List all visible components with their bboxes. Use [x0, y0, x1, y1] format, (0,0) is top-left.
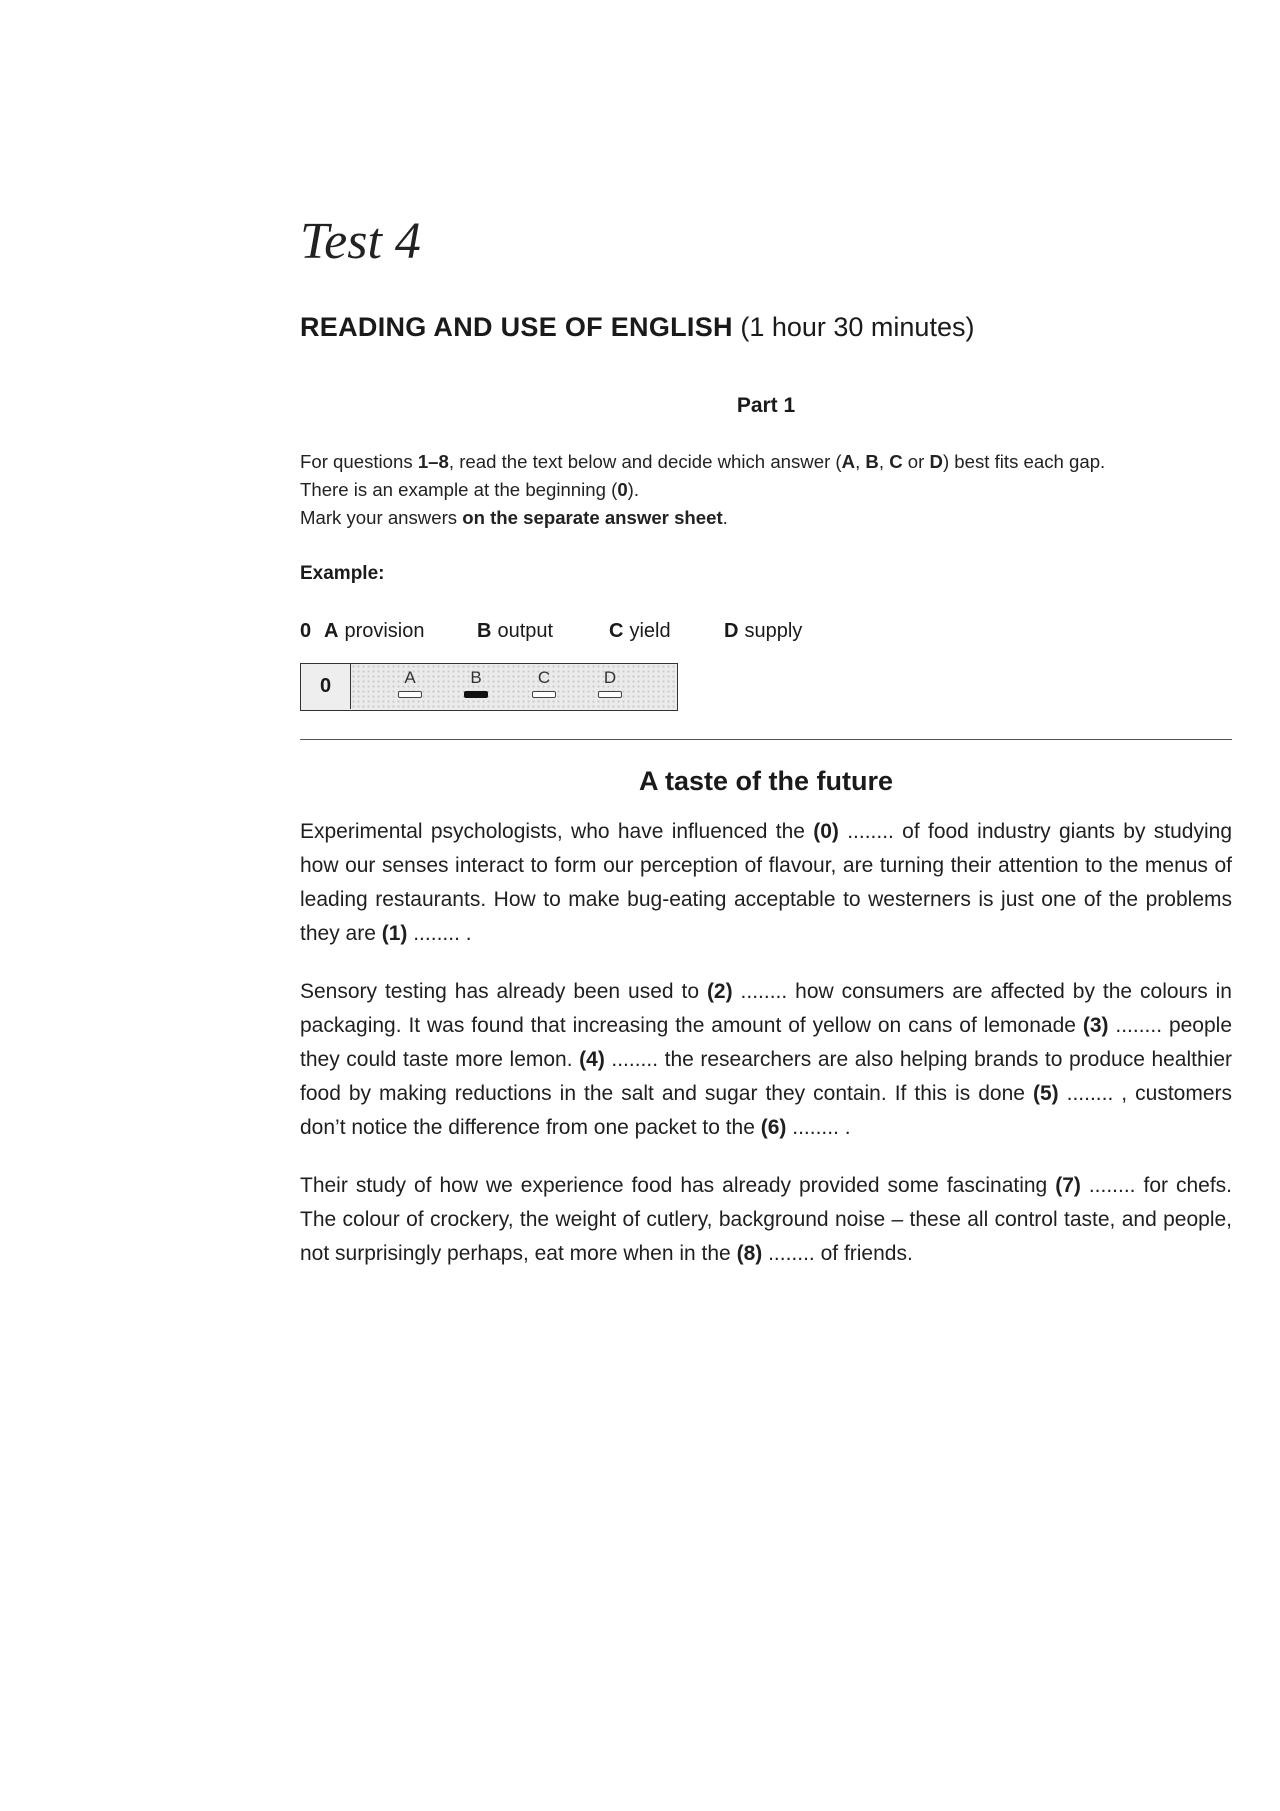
option-letter: A — [841, 451, 856, 472]
bubble-letter: D — [603, 668, 617, 687]
bubble-letter: B — [470, 668, 482, 687]
section-divider — [300, 739, 1232, 740]
answer-bubble-d[interactable] — [595, 668, 625, 698]
passage-text: ........ the researchers are also helping brands to produce healthier food by making reductions in the salt and sugar they contain. If this is done — [300, 1048, 1232, 1105]
gap-7: (7) — [1055, 1174, 1081, 1197]
bubble-mark — [398, 691, 422, 698]
instr-text: , — [878, 451, 890, 472]
bubble-mark-selected — [464, 691, 488, 698]
passage-text: Experimental psychologists, who have influenced the — [300, 820, 814, 843]
passage-text: ........ of food industry giants by studying how our senses interact to form our perception of flavour, are turning their attention to the menus of leading restaurants. How to make bug-eating acceptable to westerners is just one of the problems they are — [300, 820, 1233, 945]
gap-0: (0) — [813, 820, 839, 843]
instr-text: ). — [627, 479, 640, 500]
paper-name: READING AND USE OF ENGLISH — [300, 312, 733, 342]
example-option-a — [324, 617, 425, 645]
example-number-ref: 0 — [617, 479, 628, 500]
gap-5: (5) — [1032, 1082, 1059, 1105]
gap-1: (1) — [381, 922, 408, 945]
passage-paragraph-2 — [300, 975, 1232, 1145]
passage-text: ........ for chefs. The colour of crockery, the weight of cutlery, background noise – these all control taste, and people, not surprisingly perhaps, eat more when in the — [300, 1174, 1232, 1265]
paper-duration: (1 hour 30 minutes) — [740, 312, 975, 342]
gap-2: (2) — [706, 980, 733, 1003]
answer-bubble-b[interactable] — [461, 668, 491, 698]
option-letter: D — [929, 451, 943, 472]
example-number: 0 — [300, 620, 312, 642]
bubble-mark — [532, 691, 556, 698]
bubble-letter: C — [537, 668, 551, 687]
option-text: provision — [344, 620, 425, 642]
passage-text: ........ how consumers are affected by the colours in packaging. It was found that increasing the amount of yellow on cans of lemonade — [300, 980, 1232, 1037]
bubble-mark — [598, 691, 622, 698]
question-range: 1–8 — [417, 451, 449, 472]
passage-text: ........ . — [407, 922, 472, 945]
passage-text: Their study of how we experience food has already provided some fascinating — [300, 1174, 1056, 1197]
option-text: output — [497, 620, 554, 642]
reading-passage — [300, 815, 1232, 1295]
answer-sheet-note: on the separate answer sheet — [462, 507, 723, 528]
instr-text: Mark your answers — [300, 507, 463, 528]
example-option-c — [609, 617, 671, 645]
instr-text: ) best fits each gap. — [942, 451, 1106, 472]
instr-text: or — [902, 451, 930, 472]
option-text: supply — [744, 620, 803, 642]
paper-heading — [300, 310, 974, 344]
test-title: Test 4 — [300, 213, 421, 270]
example-option-b — [477, 617, 553, 645]
option-letter: D — [724, 620, 739, 642]
passage-paragraph-1 — [300, 815, 1232, 951]
instructions-line-1 — [300, 448, 1232, 476]
option-letter: B — [477, 620, 492, 642]
bubble-letter: A — [404, 668, 416, 687]
gap-3: (3) — [1082, 1014, 1109, 1037]
example-options — [300, 617, 1232, 645]
instr-text: , — [855, 451, 866, 472]
part-title: Part 1 — [736, 394, 796, 417]
instructions-line-2 — [300, 476, 1232, 504]
passage-text: ........ . — [786, 1116, 851, 1139]
instructions — [300, 448, 1232, 532]
instr-text: , read the text below and decide which answer ( — [448, 451, 842, 472]
option-letter: C — [609, 620, 624, 642]
gap-6: (6) — [760, 1116, 787, 1139]
answer-sheet-number: 0 — [301, 664, 351, 709]
answer-bubble-a[interactable] — [395, 668, 425, 698]
option-letter: B — [865, 451, 879, 472]
option-text: yield — [629, 620, 671, 642]
option-letter: A — [324, 620, 339, 642]
passage-text: ........ of friends. — [762, 1242, 913, 1265]
exam-page — [300, 0, 1232, 1811]
example-option-d — [724, 617, 802, 645]
gap-8: (8) — [736, 1242, 763, 1265]
option-letter: C — [889, 451, 903, 472]
example-answer-sheet — [300, 663, 678, 711]
passage-text: Sensory testing has already been used to — [300, 980, 707, 1003]
instr-text: There is an example at the beginning ( — [300, 479, 618, 500]
instr-text: For questions — [300, 451, 418, 472]
passage-paragraph-3 — [300, 1169, 1232, 1271]
passage-title: A taste of the future — [638, 766, 893, 796]
instr-text: . — [722, 507, 728, 528]
instructions-line-3 — [300, 504, 1232, 532]
example-label: Example: — [300, 563, 385, 584]
answer-bubble-c[interactable] — [529, 668, 559, 698]
passage-text: ........ people they could taste more lemon. — [300, 1014, 1233, 1071]
passage-text: ........ , customers don’t notice the difference from one packet to the — [300, 1082, 1233, 1139]
gap-4: (4) — [579, 1048, 605, 1071]
